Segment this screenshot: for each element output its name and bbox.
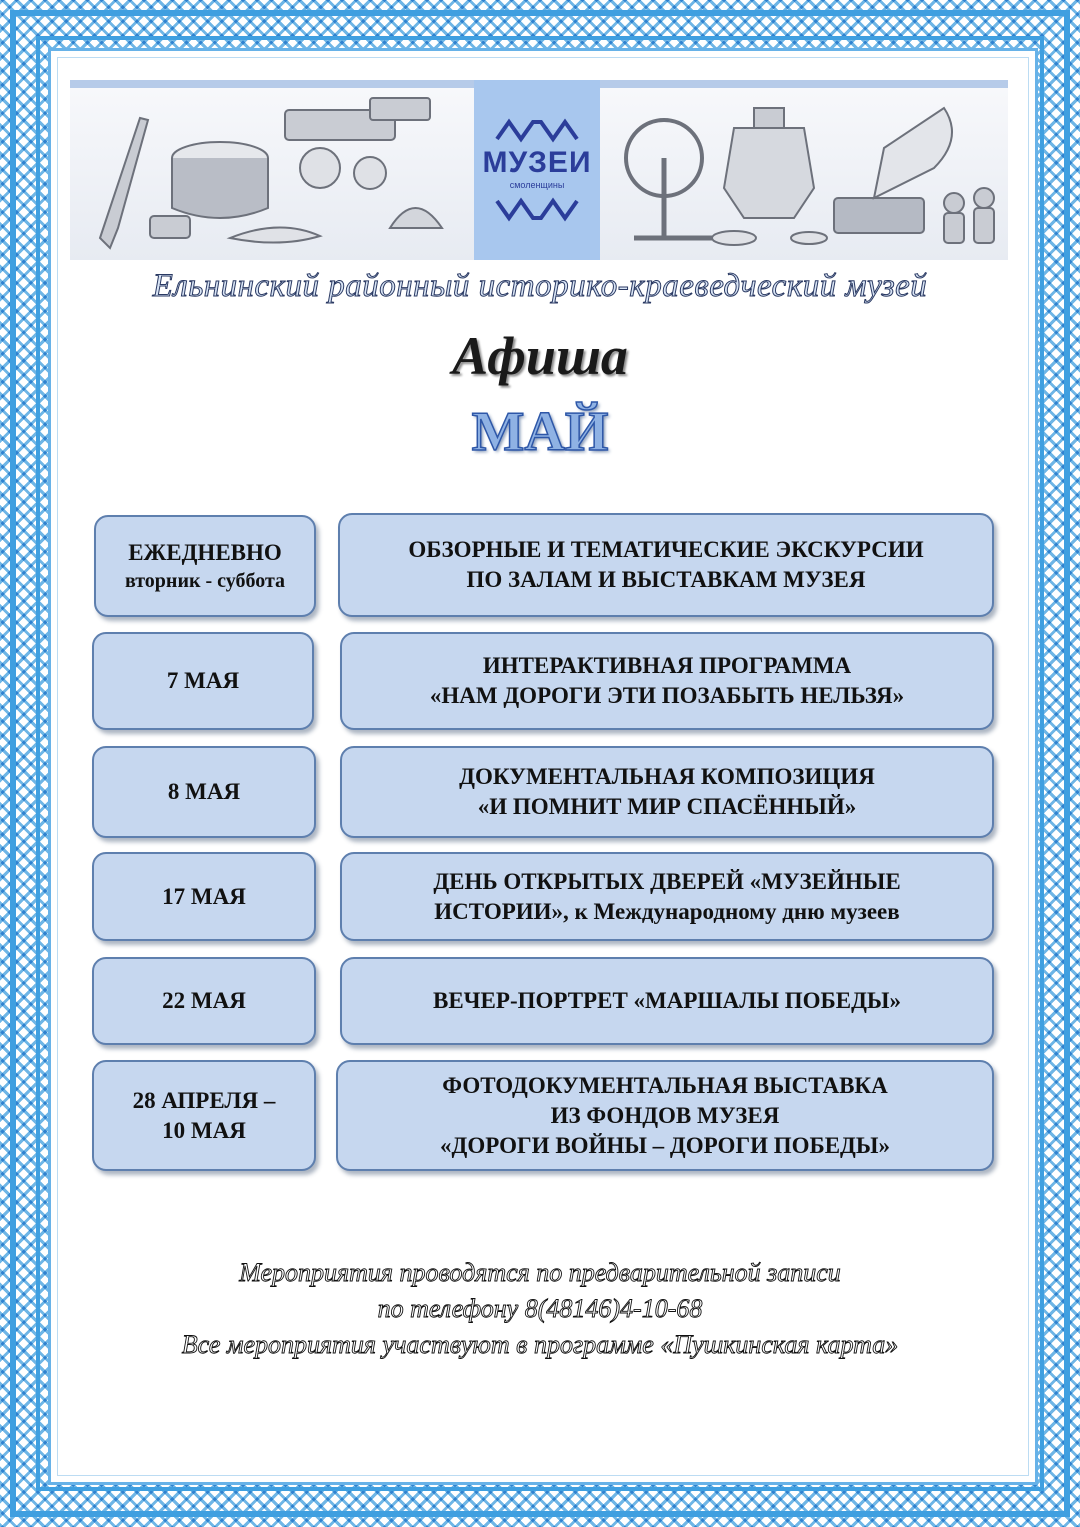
event-date-box bbox=[92, 1060, 316, 1171]
event-date-sub: 10 МАЯ bbox=[162, 1117, 246, 1143]
event-line: ОБЗОРНЫЕ И ТЕМАТИЧЕСКИЕ ЭКСКУРСИИ bbox=[408, 537, 924, 562]
museum-title: Ельнинский районный историко-краеведческий музей bbox=[152, 268, 928, 304]
museums-logo bbox=[474, 80, 600, 260]
event-date: 28 АПРЕЛЯ – bbox=[132, 1087, 276, 1113]
event-description-box bbox=[340, 852, 994, 941]
event-description-box bbox=[338, 513, 994, 617]
footer-line: Мероприятия проводятся по предварительной записи bbox=[239, 1258, 841, 1287]
event-date: 7 МАЯ bbox=[166, 668, 240, 693]
footer-note bbox=[80, 1255, 1000, 1363]
event-date-box bbox=[92, 632, 314, 730]
museum-artifacts-left-illustration bbox=[70, 88, 470, 260]
event-line: ДОКУМЕНТАЛЬНАЯ КОМПОЗИЦИЯ bbox=[459, 764, 875, 789]
event-date: ЕЖЕДНЕВНО bbox=[128, 540, 282, 565]
event-line: ДЕНЬ ОТКРЫТЫХ ДВЕРЕЙ «МУЗЕЙНЫЕ bbox=[433, 868, 901, 894]
header-banner bbox=[70, 80, 1008, 260]
event-description-box bbox=[340, 957, 994, 1045]
event-line: ФОТОДОКУМЕНТАЛЬНАЯ ВЫСТАВКА bbox=[442, 1072, 888, 1098]
event-date-box bbox=[92, 852, 316, 941]
event-date-sub: вторник - суббота bbox=[124, 570, 286, 592]
event-date: 17 МАЯ bbox=[162, 883, 246, 909]
event-date: 22 МАЯ bbox=[162, 988, 246, 1013]
event-description-box bbox=[336, 1060, 994, 1171]
poster-title: Афиша bbox=[452, 326, 628, 386]
event-date: 8 МАЯ bbox=[167, 779, 241, 804]
ornament-icon bbox=[489, 114, 585, 144]
museum-artifacts-right-illustration bbox=[604, 88, 1008, 260]
month-title: МАЙ bbox=[471, 401, 609, 463]
event-date-box bbox=[92, 746, 316, 838]
event-description-box bbox=[340, 746, 994, 838]
footer-line: Все мероприятия участвуют в программе «Пушкинская карта» bbox=[181, 1330, 899, 1359]
event-line: ИНТЕРАКТИВНАЯ ПРОГРАММА bbox=[482, 653, 852, 678]
event-line: «И ПОМНИТ МИР СПАСЁННЫЙ» bbox=[477, 794, 857, 819]
event-line: ИЗ ФОНДОВ МУЗЕЯ bbox=[550, 1102, 780, 1128]
event-description-box bbox=[340, 632, 994, 730]
logo-text: МУЗЕИ bbox=[482, 146, 592, 179]
ornament-icon bbox=[489, 196, 585, 226]
event-date-box bbox=[94, 515, 316, 617]
event-line: ПО ЗАЛАМ И ВЫСТАВКАМ МУЗЕЯ bbox=[466, 567, 866, 592]
event-line: ИСТОРИИ», к Международному дню музеев bbox=[434, 898, 900, 924]
event-line: ВЕЧЕР-ПОРТРЕТ «МАРШАЛЫ ПОБЕДЫ» bbox=[433, 988, 901, 1013]
event-line: «НАМ ДОРОГИ ЭТИ ПОЗАБЫТЬ НЕЛЬЗЯ» bbox=[429, 683, 905, 708]
event-date-box bbox=[92, 957, 316, 1045]
event-line: «ДОРОГИ ВОЙНЫ – ДОРОГИ ПОБЕДЫ» bbox=[440, 1132, 890, 1158]
footer-phone: по телефону 8(48146)4-10-68 bbox=[377, 1294, 703, 1323]
logo-subtext: смоленщины bbox=[509, 180, 565, 190]
